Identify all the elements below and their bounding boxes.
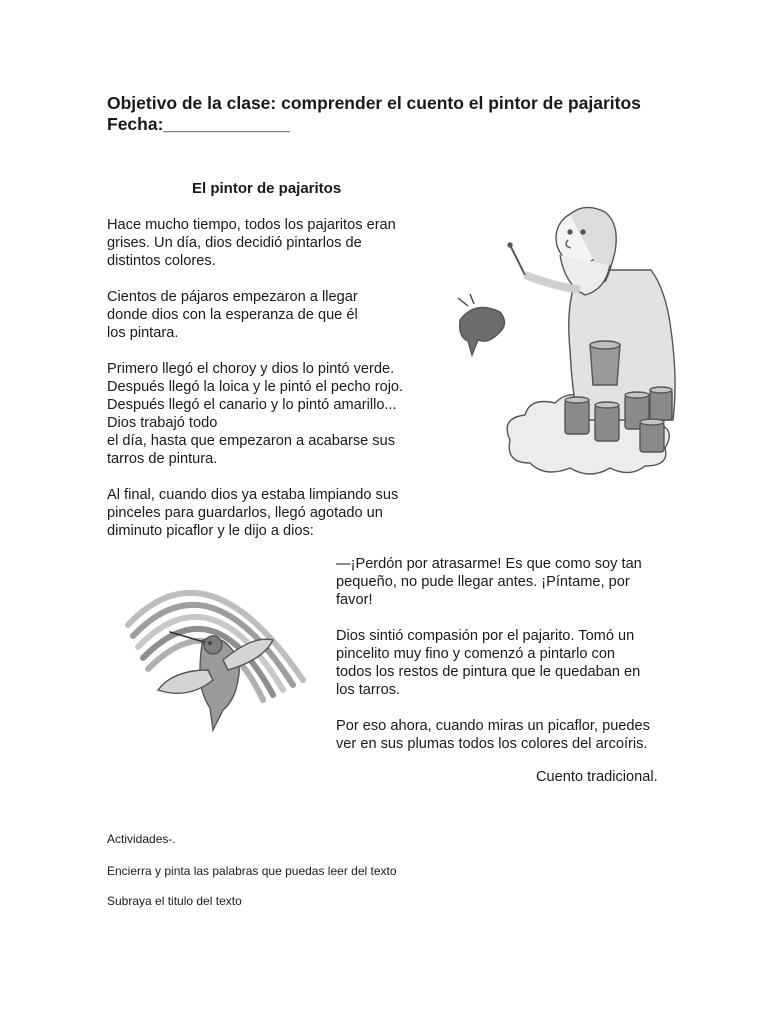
text-line: Por eso ahora, cuando miras un picaflor, puedes bbox=[336, 718, 650, 734]
text-line: grises. Un día, dios decidió pintarlos de bbox=[107, 235, 362, 251]
text-line: Al final, cuando dios ya estaba limpiando sus bbox=[107, 487, 399, 503]
text-line: donde dios con la esperanza de que él bbox=[107, 307, 358, 323]
paragraph-4 bbox=[107, 486, 427, 540]
text-line: diminuto picaflor y le dijo a dios: bbox=[107, 523, 314, 539]
text-line: Hace mucho tiempo, todos los pajaritos eran bbox=[107, 217, 396, 233]
text-line: Primero llegó el choroy y dios lo pintó verde. bbox=[107, 361, 395, 377]
date-line: Fecha:_____________ bbox=[107, 114, 290, 134]
text-line: pincelito muy fino y comenzó a pintarlo con bbox=[336, 646, 616, 662]
text-line: el día, hasta que empezaron a acabarse sus bbox=[107, 433, 396, 449]
text-line: pequeño, no pude llegar antes. ¡Píntame, por bbox=[336, 574, 630, 590]
activities-heading: Actividades-. bbox=[107, 832, 176, 846]
paragraph-2 bbox=[107, 288, 427, 342]
text-line: Después llegó la loica y le pintó el pecho rojo. bbox=[107, 379, 404, 395]
text-line: los tarros. bbox=[336, 682, 401, 698]
story-title: El pintor de pajaritos bbox=[192, 180, 342, 197]
story-text-right bbox=[336, 555, 666, 771]
activity-item: Subraya el titulo del texto bbox=[107, 894, 242, 908]
text-line: tarros de pintura. bbox=[107, 451, 218, 467]
text-line: —¡Perdón por atrasarme! Es que como soy tan bbox=[336, 556, 642, 572]
paragraph-6 bbox=[336, 627, 666, 699]
text-line: distintos colores. bbox=[107, 253, 216, 269]
story-text-left bbox=[107, 216, 427, 558]
text-line: todos los restos de pintura que le quedaban en bbox=[336, 664, 641, 680]
paragraph-5 bbox=[336, 555, 666, 609]
text-line: los pintara. bbox=[107, 325, 179, 341]
painter-illustration bbox=[440, 200, 715, 485]
text-line: favor! bbox=[336, 592, 373, 608]
text-line: Dios sintió compasión por el pajarito. Tomó un bbox=[336, 628, 635, 644]
text-line: pinceles para guardarlos, llegó agotado un bbox=[107, 505, 383, 521]
page-heading bbox=[107, 93, 641, 135]
text-line: ver en sus plumas todos los colores del arcoíris. bbox=[336, 736, 648, 752]
activity-item: Encierra y pinta las palabras que puedas leer del texto bbox=[107, 864, 397, 878]
text-line: Después llegó el canario y lo pintó amarillo... bbox=[107, 397, 397, 413]
paragraph-1 bbox=[107, 216, 427, 270]
text-line: Dios trabajó todo bbox=[107, 415, 218, 431]
story-credit: Cuento tradicional. bbox=[536, 769, 658, 785]
text-line: Cientos de pájaros empezaron a llegar bbox=[107, 289, 358, 305]
paragraph-3 bbox=[107, 360, 427, 468]
paragraph-7 bbox=[336, 717, 666, 753]
hummingbird-rainbow-illustration bbox=[118, 560, 318, 745]
class-objective: Objetivo de la clase: comprender el cuento el pintor de pajaritos bbox=[107, 93, 641, 113]
